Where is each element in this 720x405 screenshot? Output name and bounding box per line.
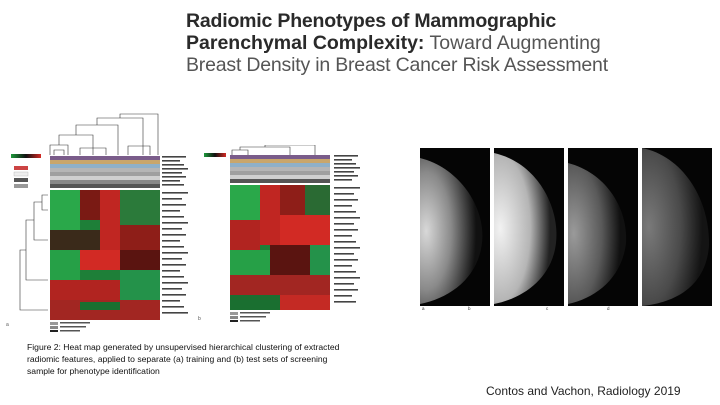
phenotype-annotation-bars-b (230, 155, 330, 183)
bottom-legend-b (230, 312, 270, 322)
mammogram-b (494, 148, 564, 306)
title-line-2-bold: Parenchymal Complexity: (186, 32, 425, 54)
heatmap-cells (50, 190, 160, 320)
row-labels-b (334, 155, 360, 303)
mammogram-c (568, 148, 638, 306)
mammogram-label-d: d (607, 306, 610, 311)
slide-title (186, 10, 646, 76)
figure-caption: Figure 2: Heat map generated by unsupervised hierarchical clustering of extracted radiomic features, applied to separate (a) training and (b) test sets of screening sample for phenotype identification (27, 342, 340, 376)
title-line-2-light: Toward Augmenting (424, 32, 601, 54)
dendrogram-top (50, 114, 158, 155)
mammogram-strip (420, 148, 712, 306)
citation: Contos and Vachon, Radiology 2019 (486, 384, 681, 398)
bottom-legend (50, 322, 90, 332)
left-legend-swatches (14, 166, 28, 188)
mammogram-label-c: c (546, 306, 549, 311)
panel-letter-a: a (6, 322, 9, 328)
title-line-3: Breast Density in Breast Cancer Risk Assessment (186, 54, 608, 76)
panel-letter-b: b (198, 316, 201, 322)
heatmap-figure-a (8, 110, 204, 332)
colorbar (11, 154, 41, 158)
dendrogram-top-b (232, 145, 315, 155)
phenotype-annotation-bars (50, 156, 160, 188)
mammogram-label-a: a (422, 306, 425, 311)
title-line-2 (186, 32, 646, 54)
heatmap-cells-b (230, 185, 330, 310)
dendrogram-left (20, 195, 48, 310)
mammogram-a (420, 148, 490, 306)
title-line-1: Radiomic Phenotypes of Mammographic (186, 10, 557, 32)
mammogram-d (642, 148, 712, 306)
heatmap-figure-b (200, 145, 370, 325)
mammogram-label-b: b (468, 306, 471, 311)
row-labels (162, 156, 188, 314)
